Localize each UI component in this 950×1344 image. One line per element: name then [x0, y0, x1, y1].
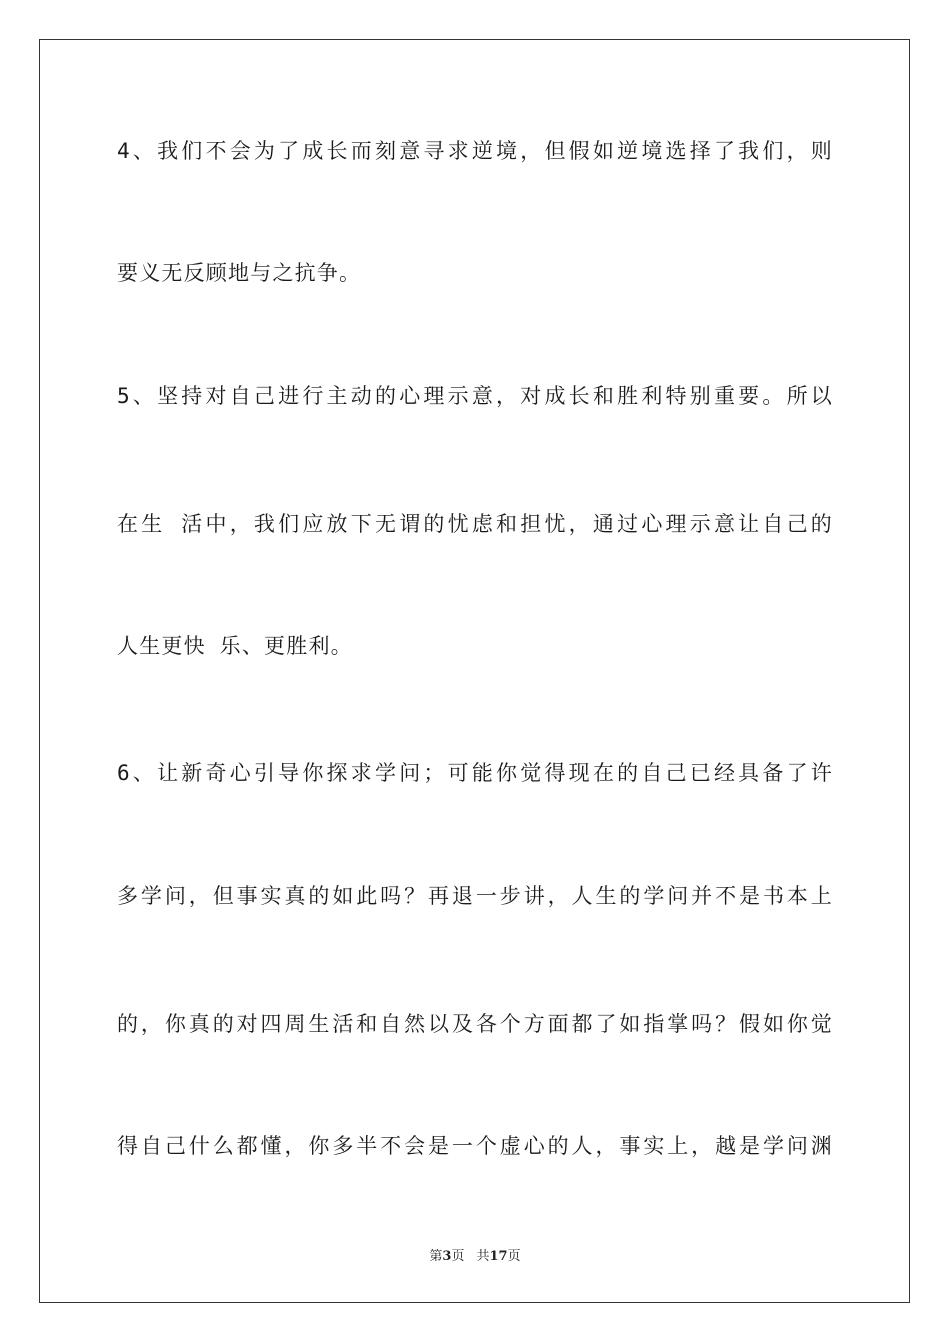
- text-line-6: 6、让新奇心引导你探求学问；可能你觉得现在的自己已经具备了许: [117, 761, 833, 785]
- footer-page-number: 3: [442, 1249, 452, 1264]
- footer-page-prefix: 第: [429, 1249, 443, 1264]
- page-border: [39, 39, 910, 1303]
- text-line-7: 多学问，但事实真的如此吗？再退一步讲，人生的学问并不是书本上: [117, 884, 833, 908]
- page-footer: [0, 1248, 950, 1266]
- footer-total-suffix: 页: [507, 1249, 521, 1264]
- text-line-2: 要义无反顾地与之抗争。: [117, 261, 362, 285]
- footer-total-prefix: 共: [476, 1249, 490, 1264]
- text-line-3: 5、坚持对自己进行主动的心理示意，对成长和胜利特别重要。所以: [117, 384, 833, 408]
- text-line-5: 人生更快 乐、更胜利。: [117, 634, 353, 658]
- footer-total-pages: 17: [489, 1249, 508, 1264]
- text-line-9: 得自己什么都懂，你多半不会是一个虚心的人，事实上，越是学问渊: [117, 1134, 833, 1158]
- text-line-8: 的，你真的对四周生活和自然以及各个方面都了如指掌吗？假如你觉: [117, 1012, 833, 1036]
- text-line-1: 4、我们不会为了成长而刻意寻求逆境，但假如逆境选择了我们，则: [117, 139, 833, 163]
- text-line-4: 在生 活中，我们应放下无谓的忧虑和担忧，通过心理示意让自己的: [117, 512, 833, 536]
- footer-page-suffix: 页: [451, 1249, 465, 1264]
